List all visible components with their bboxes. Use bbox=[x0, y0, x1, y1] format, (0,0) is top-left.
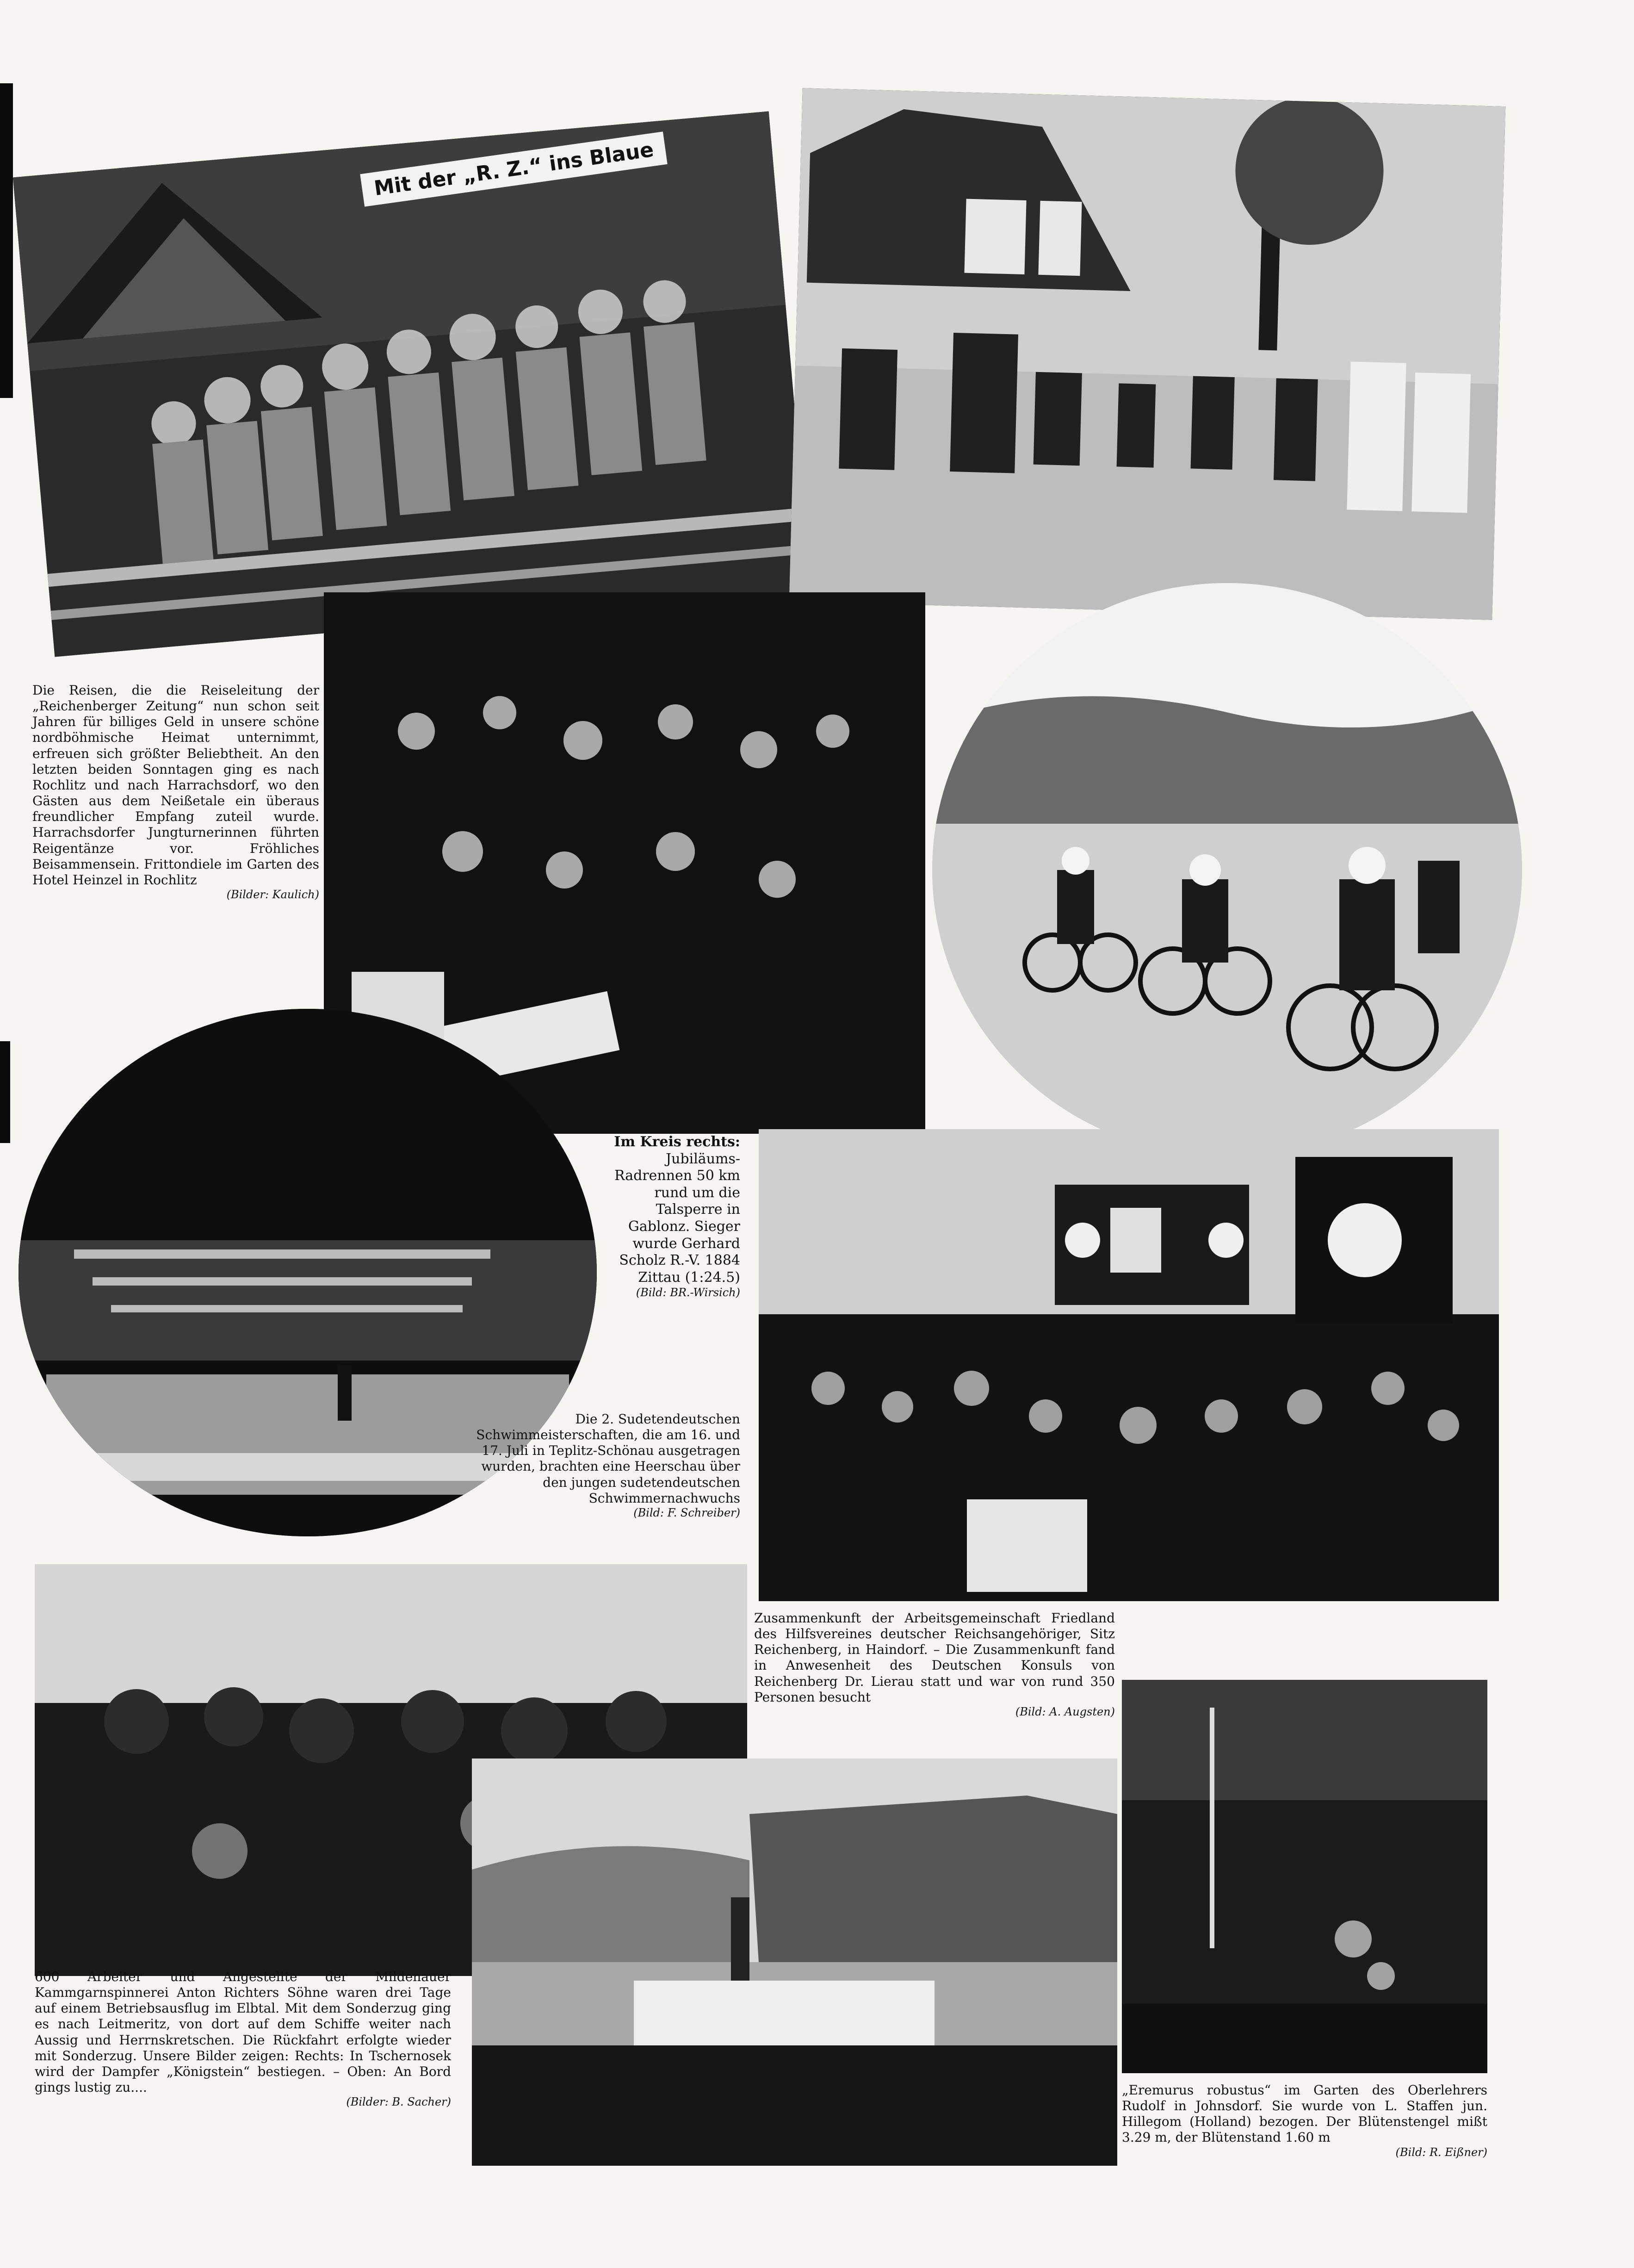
photo-steamer-koenigstein-image bbox=[472, 1758, 1117, 2166]
photo-house-dance-image bbox=[789, 88, 1506, 620]
photo-bicycle-race bbox=[932, 583, 1522, 1157]
caption-reisen bbox=[32, 683, 319, 901]
photo-assembly-flags bbox=[759, 1129, 1499, 1601]
caption-zusammenkunft-credit: (Bild: A. Augsten) bbox=[1015, 1705, 1115, 1718]
caption-arbeiter-credit: (Bilder: B. Sacher) bbox=[346, 2095, 451, 2109]
article-banner-title: Mit der „R. Z.“ ins Blaue bbox=[360, 131, 668, 206]
caption-radrennen bbox=[601, 1134, 740, 1300]
caption-schwimm bbox=[463, 1411, 740, 1520]
caption-eremurus bbox=[1122, 2082, 1487, 2159]
caption-eremurus-text: „Eremurus robustus“ im Garten des Oberlehrers Rudolf in Johnsdorf. Sie wurde von L. Staffen jun. Hillegom (Holland) bezogen. Der Blütenstengel mißt 3.29 m, der Blütenstand 1.60 m bbox=[1122, 2082, 1487, 2145]
caption-zusammenkunft-text: Zusammenkunft der Arbeitsgemeinschaft Friedland des Hilfsvereines deutscher Reichsangehöriger, Sitz Reichenberg, in Haindorf. – Die Zusammenkunft fand in Anwesenheit des Deutschen Konsuls von Reichenberg Dr. Lierau statt und war von rund 350 Personen besucht bbox=[754, 1610, 1115, 1705]
caption-radrennen-lead: Im Kreis rechts: bbox=[614, 1134, 740, 1150]
binding-edge-bottom bbox=[0, 1041, 10, 1143]
caption-reisen-credit: (Bilder: Kaulich) bbox=[226, 888, 319, 901]
caption-zusammenkunft bbox=[754, 1610, 1115, 1719]
photo-steamer-koenigstein bbox=[472, 1758, 1117, 2166]
caption-arbeiter-text: 600 Arbeiter und Angestellte der Mildenauer Kammgarnspinnerei Anton Richters Söhne waren drei Tage auf einem Betriebsausflug im Elbtal. Mit dem Sonderzug ging es nach Leitmeritz, von dort auf dem Schiffe weiter nach Aussig und Herrnskretschen. Die Rückfahrt erfolgte wieder mit Sonderzug. Unsere Bilder zeigen: Rechts: In Tschernosek wird der Dampfer „Königstein“ bestiegen. – Oben: An Bord gings lustig zu.... bbox=[35, 1969, 451, 2095]
caption-radrennen-credit: (Bild: BR.-Wirsich) bbox=[636, 1286, 740, 1299]
caption-reisen-text: Die Reisen, die die Reiseleitung der „Reichenberger Zeitung“ nun schon seit Jahren für billiges Geld in unsere schöne nordböhmische Heimat unternimmt, erfreuen sich größter Beliebtheit. An den letzten beiden Sonntagen ging es nach Rochlitz und nach Harrachsdorf, wo den Gästen aus dem Neißetale ein überaus freundlicher Empfang zuteil wurde. Harrachsdorfer Jungturnerinnen führten Reigentänze vor. Fröhliches Beisammensein. Frittondiele im Garten des Hotel Heinzel in Rochlitz bbox=[32, 683, 319, 888]
caption-arbeiter bbox=[35, 1969, 451, 2109]
photo-eremurus-garden bbox=[1122, 1680, 1487, 2073]
caption-eremurus-credit: (Bild: R. Eißner) bbox=[1395, 2145, 1487, 2159]
photo-eremurus-garden-image bbox=[1122, 1680, 1487, 2073]
caption-radrennen-text: Jubiläums-Radrennen 50 km rund um die Talsperre in Gablonz. Sieger wurde Gerhard Scholz R.-V. 1884 Zittau (1:24.5) bbox=[614, 1150, 740, 1286]
caption-schwimm-credit: (Bild: F. Schreiber) bbox=[633, 1506, 740, 1519]
photo-assembly-flags-image bbox=[759, 1129, 1499, 1601]
photo-bicycle-race-image bbox=[932, 583, 1522, 1157]
binding-edge-top bbox=[0, 83, 13, 398]
photo-house-dance bbox=[789, 88, 1506, 620]
caption-schwimm-text: Die 2. Sudetendeutschen Schwimmeisterschaften, die am 16. und 17. Juli in Teplitz-Schönau ausgetragen wurden, brachten eine Heerschau über den jungen sudetendeutschen Schwimmernachwuchs bbox=[476, 1411, 740, 1506]
